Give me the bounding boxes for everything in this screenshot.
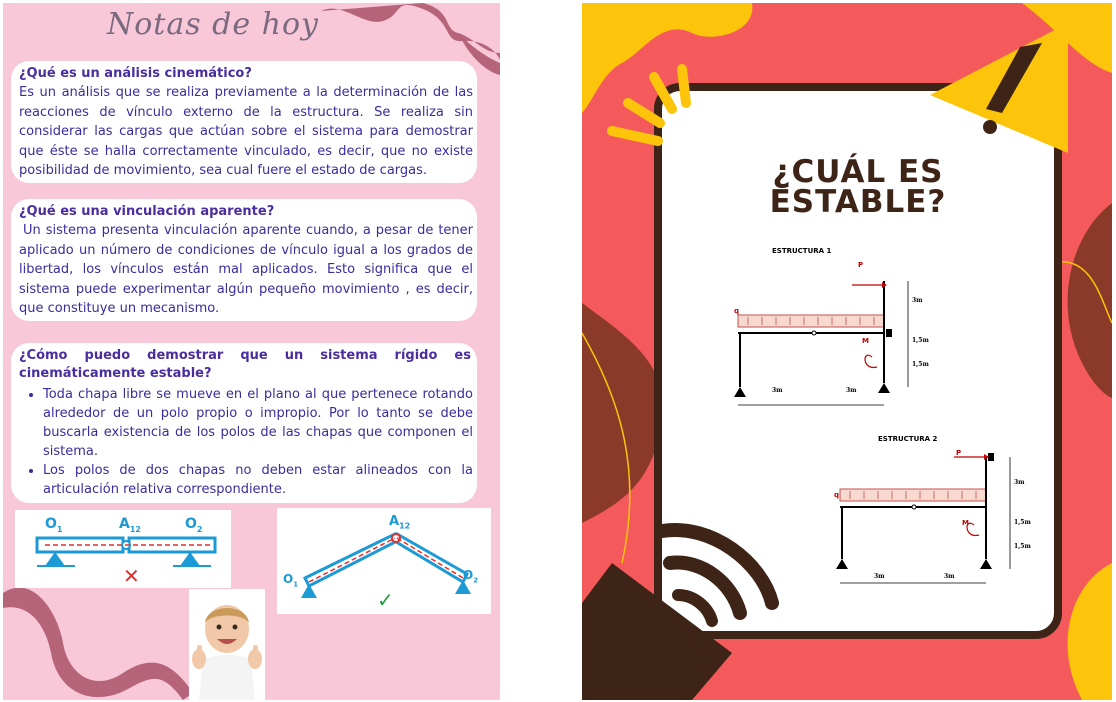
stable-check-icon: ✓ [377,588,394,612]
dim-height-1: 3m [912,297,923,304]
force-label: P [956,449,962,457]
span-1: 3m [772,387,783,394]
answer-text: Es un análisis que se realiza previamente a la determinación de las reacciones de vínculo externo de la estructura. Se realiza sin considerar las cargas que actúan sobre el sistema para demostrar que éste se halla correctamente vinculado, es decir, que no existe posibilidad de movimiento, sea cual fuere el estado de cargas. [19,85,473,178]
force-label: P [858,261,864,269]
warning-icon [930,23,1068,153]
pole-label-o2: $O_2$ [185,516,203,534]
note-card-2 [11,199,477,321]
pole-label-o2: $O_2$ [463,568,479,585]
sound-lines-icon [612,69,686,141]
span-1: 3m [874,573,885,580]
bullet-list [19,385,473,499]
list-item: • Los polos de dos chapas no deben estar alineados con la articulación relativa correspondiente. [43,461,473,499]
unstable-cross-icon: ✕ [123,564,140,588]
dim-height-3: 1,5m [1014,543,1031,550]
load-label: q [734,307,740,315]
question-heading: ¿Qué es una vinculación aparente? [19,204,275,219]
question-heading: ¿Cómo puedo demostrar que un sistema rígido es cinemáticamente estable? [19,348,471,381]
structure-2-label: ESTRUCTURA 2 [878,435,938,443]
span-2: 3m [846,387,857,394]
title-line-2: ESTABLE? [769,184,947,220]
speaker-icon [582,530,772,700]
title-line-1: ¿CUÁL ES [772,154,944,190]
note-card-1 [11,61,477,183]
pole-label-o1: $O_1$ [283,572,299,589]
page-title: Notas de hoy [106,7,319,42]
span-2: 3m [944,573,955,580]
notes-page [3,3,500,700]
collinear-poles-diagram [15,510,231,588]
list-item: • Toda chapa libre se mueve en el plano al que pertenece rotando alrededor de un polo propio o impropio. Por lo tanto se debe buscarla existencia de los polos de las chapas que componen el sistema. [43,385,473,461]
overlay-icons [582,3,1112,700]
quiz-slide [582,3,1112,700]
note-card-3 [11,343,477,503]
load-label: q [834,491,840,499]
moment-label: M [962,519,969,527]
hinge-label-a12: $A_{12}$ [119,516,141,534]
dim-height-1: 3m [1014,479,1025,486]
structure-1-label: ESTRUCTURA 1 [772,247,832,255]
dim-height-2: 1,5m [912,337,929,344]
hinge-label-a12: $A_{12}$ [389,514,411,531]
triangle-arch-diagram [277,508,491,614]
question-heading: ¿Qué es un análisis cinemático? [19,66,252,81]
pole-label-o1: $O_1$ [45,516,63,534]
dim-height-3: 1,5m [912,361,929,368]
moment-label: M [862,337,869,345]
dim-height-2: 1,5m [1014,519,1031,526]
answer-text: Un sistema presenta vinculación aparente cuando, a pesar de tener aplicado un número de condiciones de vínculo igual a los grados de libertad, los vínculos están mal aplicados. Esto significa que el sistema puede experimentar algún pequeño movimiento , es decir, que constituye un mecanismo. [19,223,473,316]
baby-thumbs-up-photo [189,589,265,700]
